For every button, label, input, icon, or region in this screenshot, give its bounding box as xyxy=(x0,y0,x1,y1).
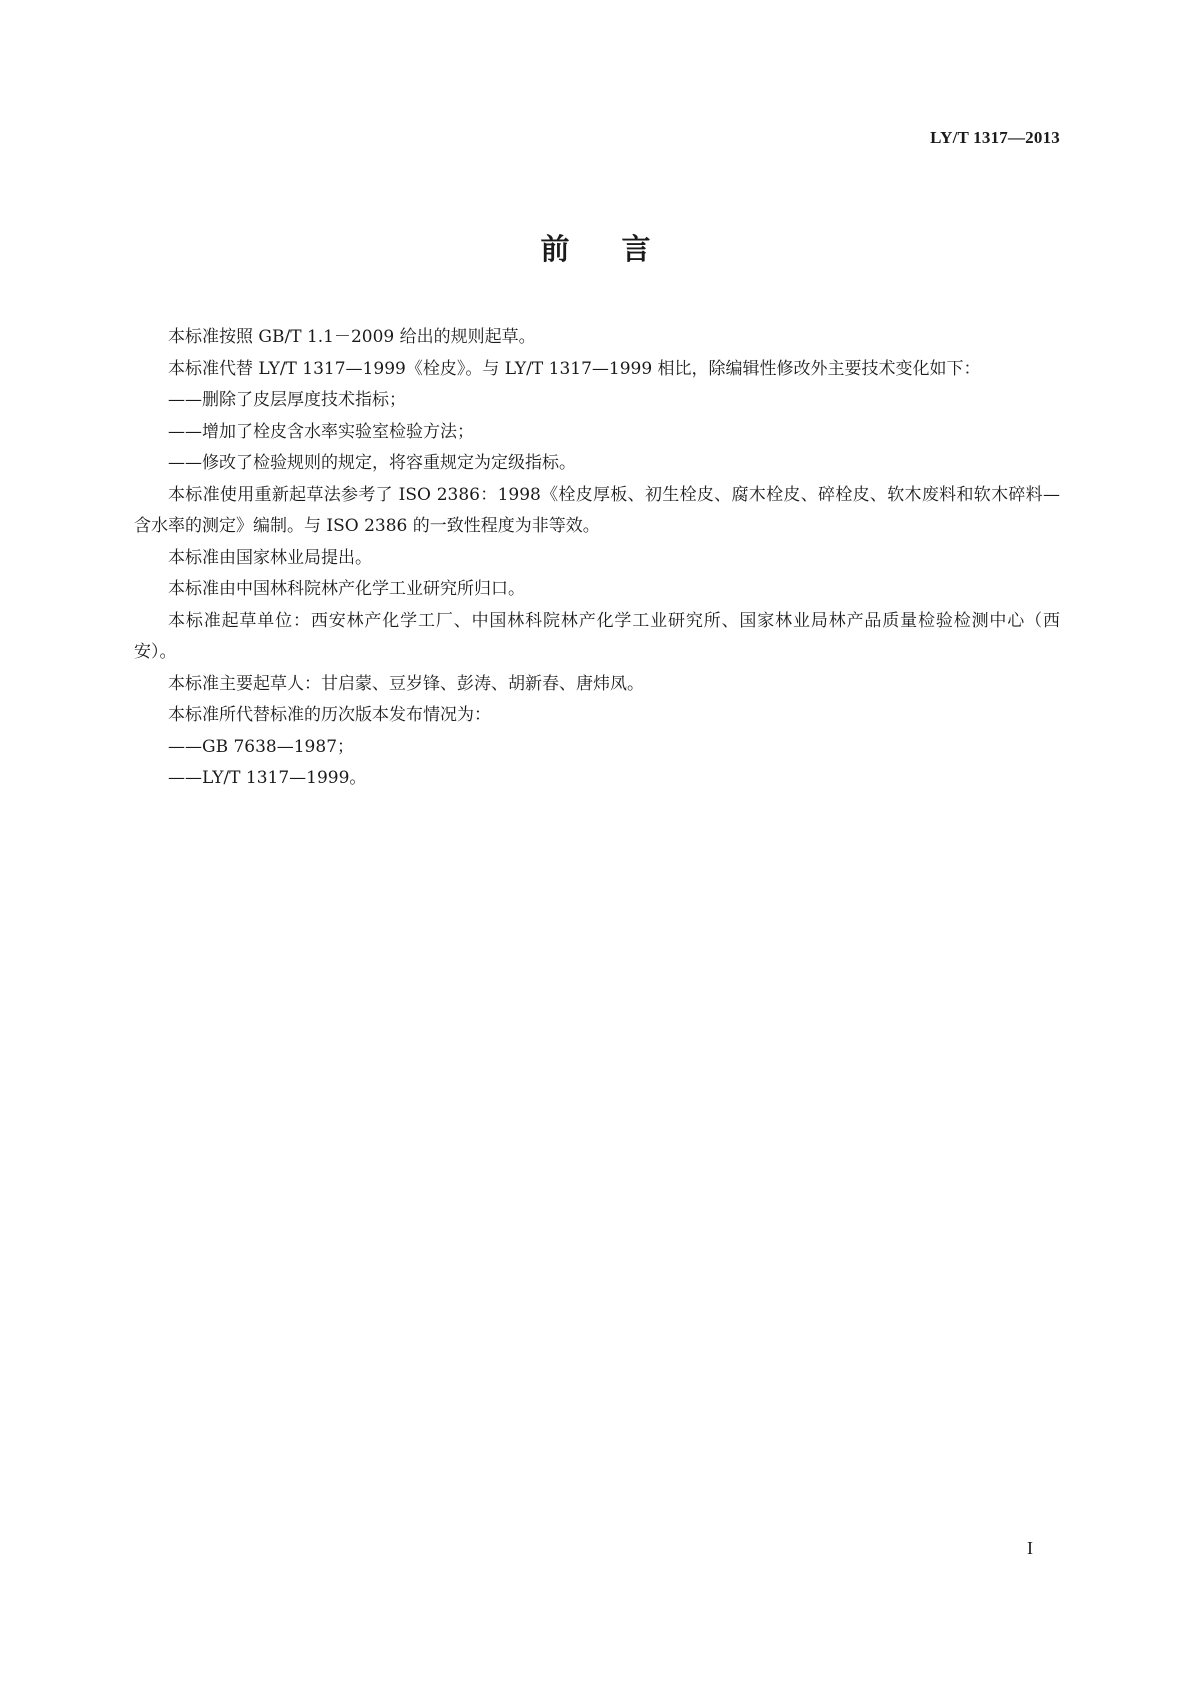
foreword-body xyxy=(134,322,1060,795)
list-item: ——删除了皮层厚度技术指标； xyxy=(168,390,406,410)
paragraph: 本标准代替 LY/T 1317—1999《栓皮》。与 LY/T 1317—1999 相比，除编辑性修改外主要技术变化如下： xyxy=(168,358,981,379)
page-number: I xyxy=(1027,1538,1033,1558)
list-item: ——GB 7638—1987； xyxy=(168,736,355,757)
list-item: ——LY/T 1317—1999。 xyxy=(168,768,367,788)
paragraph: 本标准由中国林科院林产化学工业研究所归口。 xyxy=(168,579,525,599)
paragraph: 本标准所代替标准的历次版本发布情况为： xyxy=(168,705,491,725)
list-item: ——增加了栓皮含水率实验室检验方法； xyxy=(168,421,474,442)
paragraph: 本标准按照 GB/T 1.1－2009 给出的规则起草。 xyxy=(168,327,536,347)
paragraph: 本标准由国家林业局提出。 xyxy=(168,547,372,568)
paragraph: 本标准起草单位：西安林产化学工厂、中国林科院林产化学工业研究所、国家林业局林产品质量检验检测中心（西安）。 xyxy=(134,610,1060,662)
paragraph: 本标准使用重新起草法参考了 ISO 2386：1998《栓皮厚板、初生栓皮、腐木栓皮、碎栓皮、软木废料和软木碎料—含水率的测定》编制。与 ISO 2386 的一致性程度为非等效。 xyxy=(134,484,1060,536)
page-title: 前言 xyxy=(540,232,703,266)
list-item: ——修改了检验规则的规定，将容重规定为定级指标。 xyxy=(168,453,576,473)
standard-code: LY/T 1317—2013 xyxy=(930,128,1060,147)
paragraph: 本标准主要起草人：甘启蒙、豆岁锋、彭涛、胡新春、唐炜凤。 xyxy=(168,673,644,694)
